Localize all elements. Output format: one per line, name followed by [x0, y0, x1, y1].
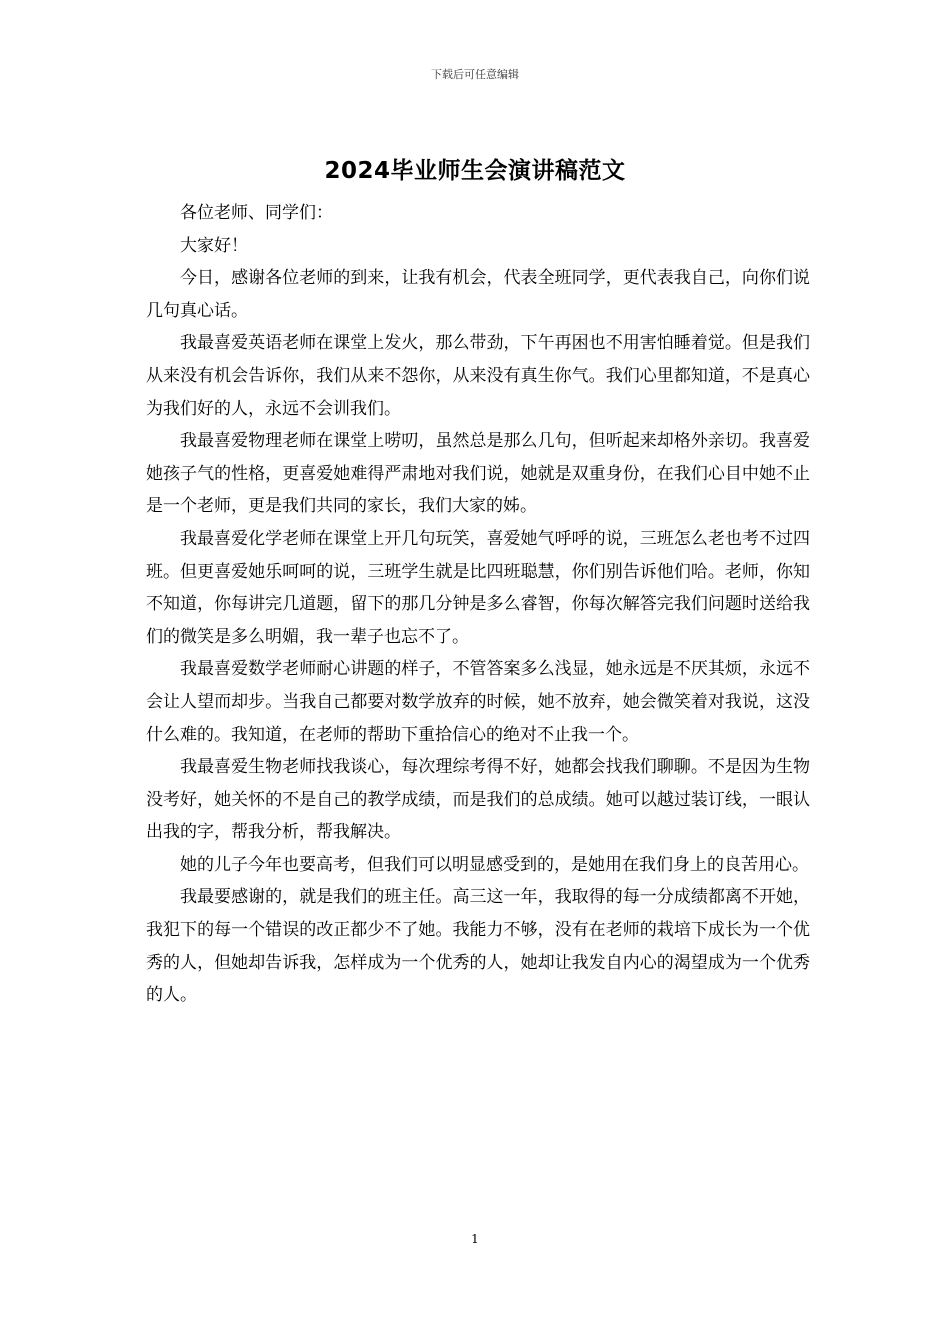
- document-title: 2024毕业师生会演讲稿范文: [324, 158, 626, 184]
- page-number: 1: [471, 1232, 479, 1246]
- paragraph-intro: 今日，感谢各位老师的到来，让我有机会，代表全班同学，更代表我自己，向你们说几句真心话。: [146, 268, 810, 321]
- document-body: [146, 197, 810, 1012]
- header-note: 下载后可任意编辑: [431, 68, 519, 81]
- paragraph-math-teacher: 我最喜爱数学老师耐心讲题的样子，不管答案多么浅显，她永远是不厌其烦，永远不会让人望而却步。当我自己都要对数学放弃的时候，她不放弃，她会微笑着对我说，这没什么难的。我知道，在老师的帮助下重拾信心的绝对不止我一个。: [146, 659, 810, 745]
- paragraph-greeting: 各位老师、同学们：: [180, 203, 333, 223]
- paragraph-hello: 大家好！: [180, 235, 248, 256]
- paragraph-biology-son: 她的儿子今年也要高考，但我们可以明显感受到的，是她用在我们身上的良苦用心。: [180, 854, 809, 875]
- paragraph-physics-teacher: 我最喜爱物理老师在课堂上唠叨，虽然总是那么几句，但听起来却格外亲切。我喜爱她孩子气的性格，更喜爱她难得严肃地对我们说，她就是双重身份，在我们心目中她不止是一个老师，更是我们共同的家长，我们大家的姊。: [146, 431, 810, 517]
- paragraph-english-teacher: 我最喜爱英语老师在课堂上发火，那么带劲，下午再困也不用害怕睡着觉。但是我们从来没有机会告诉你，我们从来不怨你，从来没有真生你气。我们心里都知道，不是真心为我们好的人，永远不会训我们。: [146, 333, 810, 419]
- paragraph-chemistry-teacher: 我最喜爱化学老师在课堂上开几句玩笑，喜爱她气呼呼的说，三班怎么老也考不过四班。但更喜爱她乐呵呵的说，三班学生就是比四班聪慧，你们别告诉他们哈。老师，你知不知道，你每讲完几道题，留下的那几分钟是多么睿智，你每次解答完我们问题时送给我们的微笑是多么明媚，我一辈子也忘不了。: [146, 528, 810, 647]
- paragraph-biology-teacher: 我最喜爱生物老师找我谈心，每次理综考得不好，她都会找我们聊聊。不是因为生物没考好，她关怀的不是自己的教学成绩，而是我们的总成绩。她可以越过装订线，一眼认出我的字，帮我分析，帮我解决。: [146, 757, 810, 843]
- paragraph-head-teacher: 我最要感谢的，就是我们的班主任。高三这一年，我取得的每一分成绩都离不开她，我犯下的每一个错误的改正都少不了她。我能力不够，没有在老师的栽培下成长为一个优秀的人，但她却告诉我，怎样成为一个优秀的人，她却让我发自内心的渴望成为一个优秀的人。: [146, 887, 810, 1006]
